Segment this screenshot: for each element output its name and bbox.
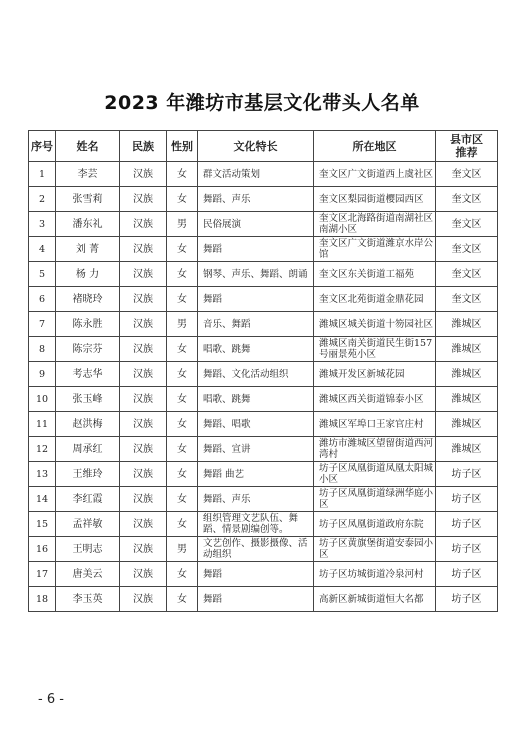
cell-location: 奎文区梨园街道樱园西区 <box>314 187 436 212</box>
cell-location: 潍城区西关街道锦泰小区 <box>314 387 436 412</box>
cell-ethnicity: 汉族 <box>120 587 167 612</box>
cell-gender: 女 <box>167 237 198 262</box>
cell-specialty: 舞蹈、宣讲 <box>198 437 314 462</box>
cell-recommender: 奎文区 <box>436 162 498 187</box>
table-row <box>29 262 498 287</box>
cell-index: 6 <box>29 287 56 312</box>
cell-location: 奎文区北苑街道金鼎花园 <box>314 287 436 312</box>
cell-specialty: 舞蹈 曲艺 <box>198 462 314 487</box>
cell-index: 4 <box>29 237 56 262</box>
culture-leaders-table <box>28 130 498 612</box>
cell-location: 高新区新城街道恒大名都 <box>314 587 436 612</box>
cell-location: 潍城区军埠口王家官庄村 <box>314 412 436 437</box>
cell-gender: 女 <box>167 412 198 437</box>
cell-gender: 女 <box>167 387 198 412</box>
cell-specialty: 舞蹈、唱歌 <box>198 412 314 437</box>
header-gender: 性别 <box>167 131 198 162</box>
cell-recommender: 坊子区 <box>436 487 498 512</box>
cell-location: 奎文区北海路街道南湖社区南湖小区 <box>314 212 436 237</box>
header-ethnicity: 民族 <box>120 131 167 162</box>
cell-location: 奎文区东关街道工福苑 <box>314 262 436 287</box>
page-number: - 6 - <box>38 692 64 707</box>
cell-index: 10 <box>29 387 56 412</box>
cell-location: 潍坊市潍城区望留街道西河湾村 <box>314 437 436 462</box>
cell-gender: 女 <box>167 437 198 462</box>
cell-specialty: 舞蹈 <box>198 237 314 262</box>
cell-name: 李玉英 <box>56 587 120 612</box>
header-recommender-line2: 推荐 <box>455 146 478 159</box>
cell-specialty: 唱歌、跳舞 <box>198 337 314 362</box>
cell-ethnicity: 汉族 <box>120 562 167 587</box>
table-body <box>29 162 498 612</box>
cell-recommender: 坊子区 <box>436 512 498 537</box>
header-index: 序号 <box>29 131 56 162</box>
cell-recommender: 坊子区 <box>436 537 498 562</box>
cell-name: 唐美云 <box>56 562 120 587</box>
cell-specialty: 舞蹈 <box>198 287 314 312</box>
cell-name: 考志华 <box>56 362 120 387</box>
cell-specialty: 群文活动策划 <box>198 162 314 187</box>
cell-recommender: 潍城区 <box>436 312 498 337</box>
table-row <box>29 162 498 187</box>
cell-location: 奎文区广文街道西上虞社区 <box>314 162 436 187</box>
cell-index: 17 <box>29 562 56 587</box>
cell-recommender: 潍城区 <box>436 337 498 362</box>
cell-index: 1 <box>29 162 56 187</box>
cell-ethnicity: 汉族 <box>120 462 167 487</box>
cell-specialty: 钢琴、声乐、舞蹈、朗诵 <box>198 262 314 287</box>
cell-location: 坊子区黄旗堡街道安泰园小区 <box>314 537 436 562</box>
header-recommender <box>436 131 498 162</box>
cell-index: 5 <box>29 262 56 287</box>
cell-name: 王维玲 <box>56 462 120 487</box>
cell-index: 2 <box>29 187 56 212</box>
cell-location: 潍城区南关街道民生街157号丽景苑小区 <box>314 337 436 362</box>
cell-recommender: 奎文区 <box>436 187 498 212</box>
cell-index: 16 <box>29 537 56 562</box>
cell-specialty: 组织管理文艺队伍、舞蹈、情景剧编创等。 <box>198 512 314 537</box>
document-title: 2023 年潍坊市基层文化带头人名单 <box>104 92 420 114</box>
cell-ethnicity: 汉族 <box>120 337 167 362</box>
table-row <box>29 362 498 387</box>
cell-recommender: 潍城区 <box>436 412 498 437</box>
cell-name: 杨 力 <box>56 262 120 287</box>
cell-gender: 女 <box>167 562 198 587</box>
table-header-row <box>29 131 498 162</box>
cell-name: 王明志 <box>56 537 120 562</box>
cell-specialty: 唱歌、跳舞 <box>198 387 314 412</box>
cell-name: 张雪莉 <box>56 187 120 212</box>
cell-ethnicity: 汉族 <box>120 487 167 512</box>
cell-gender: 女 <box>167 587 198 612</box>
cell-name: 赵洪梅 <box>56 412 120 437</box>
cell-gender: 女 <box>167 362 198 387</box>
cell-specialty: 民俗展演 <box>198 212 314 237</box>
cell-ethnicity: 汉族 <box>120 262 167 287</box>
cell-ethnicity: 汉族 <box>120 437 167 462</box>
cell-specialty: 文艺创作、摄影摄像、活动组织 <box>198 537 314 562</box>
cell-index: 13 <box>29 462 56 487</box>
table-row <box>29 237 498 262</box>
cell-ethnicity: 汉族 <box>120 537 167 562</box>
cell-specialty: 音乐、舞蹈 <box>198 312 314 337</box>
cell-name: 孟祥敏 <box>56 512 120 537</box>
header-name: 姓名 <box>56 131 120 162</box>
cell-ethnicity: 汉族 <box>120 362 167 387</box>
cell-gender: 女 <box>167 262 198 287</box>
cell-specialty: 舞蹈、声乐 <box>198 487 314 512</box>
cell-index: 12 <box>29 437 56 462</box>
cell-index: 14 <box>29 487 56 512</box>
cell-specialty: 舞蹈 <box>198 587 314 612</box>
cell-recommender: 坊子区 <box>436 587 498 612</box>
cell-recommender: 坊子区 <box>436 462 498 487</box>
table-row <box>29 512 498 537</box>
cell-gender: 女 <box>167 487 198 512</box>
cell-specialty: 舞蹈、声乐 <box>198 187 314 212</box>
cell-name: 张玉峰 <box>56 387 120 412</box>
cell-recommender: 潍城区 <box>436 362 498 387</box>
cell-name: 刘 菁 <box>56 237 120 262</box>
cell-gender: 男 <box>167 312 198 337</box>
cell-ethnicity: 汉族 <box>120 512 167 537</box>
table-row <box>29 462 498 487</box>
cell-gender: 女 <box>167 337 198 362</box>
cell-recommender: 奎文区 <box>436 212 498 237</box>
cell-ethnicity: 汉族 <box>120 312 167 337</box>
cell-gender: 男 <box>167 212 198 237</box>
cell-index: 9 <box>29 362 56 387</box>
cell-gender: 男 <box>167 537 198 562</box>
cell-name: 陈宗芬 <box>56 337 120 362</box>
cell-name: 周承红 <box>56 437 120 462</box>
table-row <box>29 337 498 362</box>
cell-specialty: 舞蹈、文化活动组织 <box>198 362 314 387</box>
cell-location: 坊子区凤凰街道凤凰太阳城小区 <box>314 462 436 487</box>
table-row <box>29 487 498 512</box>
cell-gender: 女 <box>167 512 198 537</box>
cell-ethnicity: 汉族 <box>120 237 167 262</box>
table-row <box>29 387 498 412</box>
cell-name: 陈永胜 <box>56 312 120 337</box>
table-row <box>29 312 498 337</box>
table-row <box>29 537 498 562</box>
table-row <box>29 437 498 462</box>
table-row <box>29 587 498 612</box>
cell-ethnicity: 汉族 <box>120 187 167 212</box>
cell-recommender: 潍城区 <box>436 387 498 412</box>
header-location: 所在地区 <box>314 131 436 162</box>
table-row <box>29 212 498 237</box>
cell-recommender: 奎文区 <box>436 237 498 262</box>
cell-location: 坊子区坊城街道冷泉河村 <box>314 562 436 587</box>
cell-location: 潍城区城关街道十笏园社区 <box>314 312 436 337</box>
cell-index: 15 <box>29 512 56 537</box>
cell-ethnicity: 汉族 <box>120 287 167 312</box>
cell-index: 7 <box>29 312 56 337</box>
cell-gender: 女 <box>167 162 198 187</box>
cell-recommender: 坊子区 <box>436 562 498 587</box>
cell-ethnicity: 汉族 <box>120 212 167 237</box>
table-row <box>29 562 498 587</box>
cell-index: 3 <box>29 212 56 237</box>
cell-ethnicity: 汉族 <box>120 162 167 187</box>
cell-location: 潍城开发区新城花园 <box>314 362 436 387</box>
cell-name: 李芸 <box>56 162 120 187</box>
cell-name: 潘东礼 <box>56 212 120 237</box>
cell-recommender: 奎文区 <box>436 262 498 287</box>
cell-specialty: 舞蹈 <box>198 562 314 587</box>
cell-location: 奎文区广文街道潍京水岸公馆 <box>314 237 436 262</box>
cell-recommender: 潍城区 <box>436 437 498 462</box>
cell-gender: 女 <box>167 287 198 312</box>
cell-ethnicity: 汉族 <box>120 387 167 412</box>
header-specialty: 文化特长 <box>198 131 314 162</box>
table-row <box>29 187 498 212</box>
cell-recommender: 奎文区 <box>436 287 498 312</box>
table-row <box>29 412 498 437</box>
cell-index: 18 <box>29 587 56 612</box>
cell-ethnicity: 汉族 <box>120 412 167 437</box>
table-row <box>29 287 498 312</box>
cell-index: 8 <box>29 337 56 362</box>
cell-name: 褚晓玲 <box>56 287 120 312</box>
cell-index: 11 <box>29 412 56 437</box>
cell-name: 李红霞 <box>56 487 120 512</box>
cell-location: 坊子区凤凰街道政府东院 <box>314 512 436 537</box>
cell-gender: 女 <box>167 462 198 487</box>
cell-location: 坊子区凤凰街道绿洲华庭小区 <box>314 487 436 512</box>
header-recommender-line1: 县市区 <box>450 133 483 146</box>
cell-gender: 女 <box>167 187 198 212</box>
